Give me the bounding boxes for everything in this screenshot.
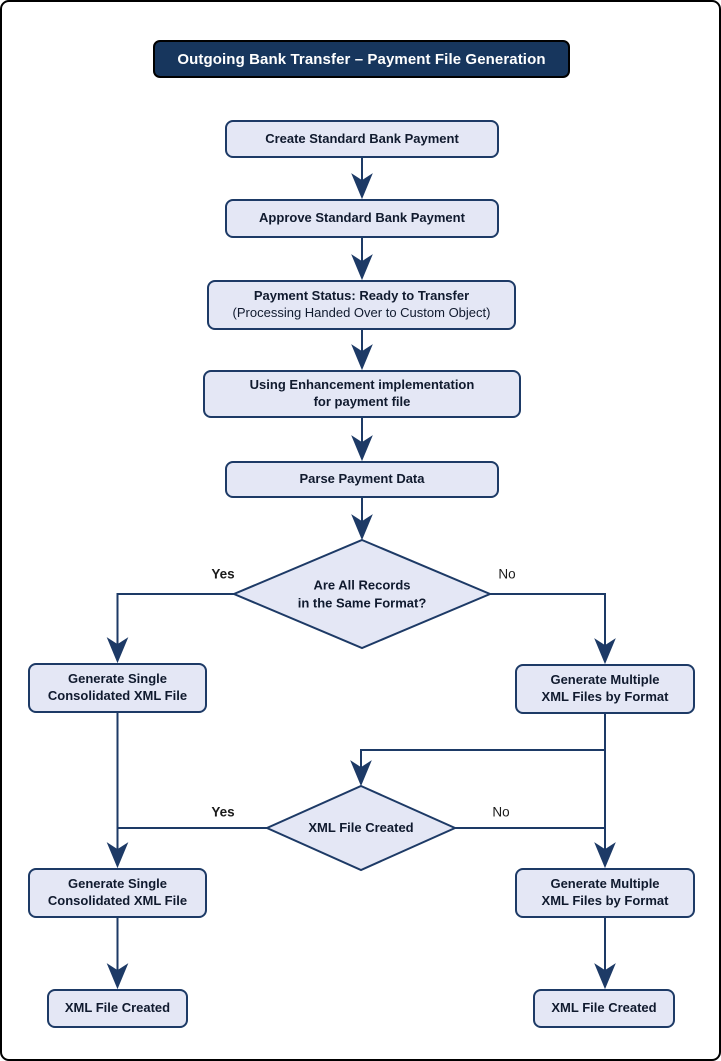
node-approve-standard-bank-payment [225, 199, 499, 238]
node-generate-single-consolidated-bottom [28, 868, 207, 918]
node-generate-single-consolidated-top [28, 663, 207, 713]
node-label: Using Enhancement implementation [249, 377, 475, 393]
arrow-into-decision-created [361, 750, 605, 784]
node-label: Create Standard Bank Payment [265, 130, 459, 146]
node-xml-file-created-right [533, 989, 675, 1028]
node-label: XML Files by Format [541, 689, 669, 704]
node-payment-status-ready [207, 280, 516, 330]
node-label: for payment file [313, 394, 411, 409]
node-xml-file-created-left [47, 989, 188, 1028]
node-create-standard-bank-payment [225, 120, 499, 158]
node-generate-multiple-by-format-bottom [515, 868, 695, 918]
node-label: Generate Multiple [550, 876, 660, 892]
node-label: Parse Payment Data [299, 471, 425, 487]
decision-created-label: XML File Created [308, 820, 414, 836]
node-generate-multiple-by-format-top [515, 664, 695, 714]
edge-label-format-yes: Yes [211, 566, 235, 582]
decision-format-label [298, 576, 427, 611]
node-label: Generate Single [68, 671, 167, 687]
node-label: XML Files by Format [541, 893, 669, 908]
node-parse-payment-data [225, 461, 499, 498]
node-label: XML File Created [551, 1000, 657, 1016]
decision-label-line: in the Same Format? [297, 595, 427, 610]
node-label: Generate Single [68, 876, 167, 892]
node-label: Consolidated XML File [47, 688, 188, 703]
arrow-format-no-branch [490, 594, 605, 662]
arrow-format-yes-branch [118, 594, 235, 661]
diagram-title [153, 40, 570, 78]
edge-label-format-no: No [498, 566, 516, 582]
edge-label-created-yes: Yes [211, 804, 235, 820]
node-sublabel: (Processing Handed Over to Custom Object) [232, 305, 491, 320]
node-label: Payment Status: Ready to Transfer [253, 288, 470, 304]
node-enhancement-implementation [203, 370, 521, 418]
node-label: XML File Created [64, 1000, 171, 1016]
diagram-title-text: Outgoing Bank Transfer – Payment File Generation [177, 50, 546, 68]
edge-label-created-no: No [492, 804, 510, 820]
node-label: Approve Standard Bank Payment [259, 210, 465, 226]
node-label: Consolidated XML File [47, 893, 188, 908]
node-label: Generate Multiple [550, 672, 660, 688]
decision-label-line: Are All Records [313, 577, 411, 593]
